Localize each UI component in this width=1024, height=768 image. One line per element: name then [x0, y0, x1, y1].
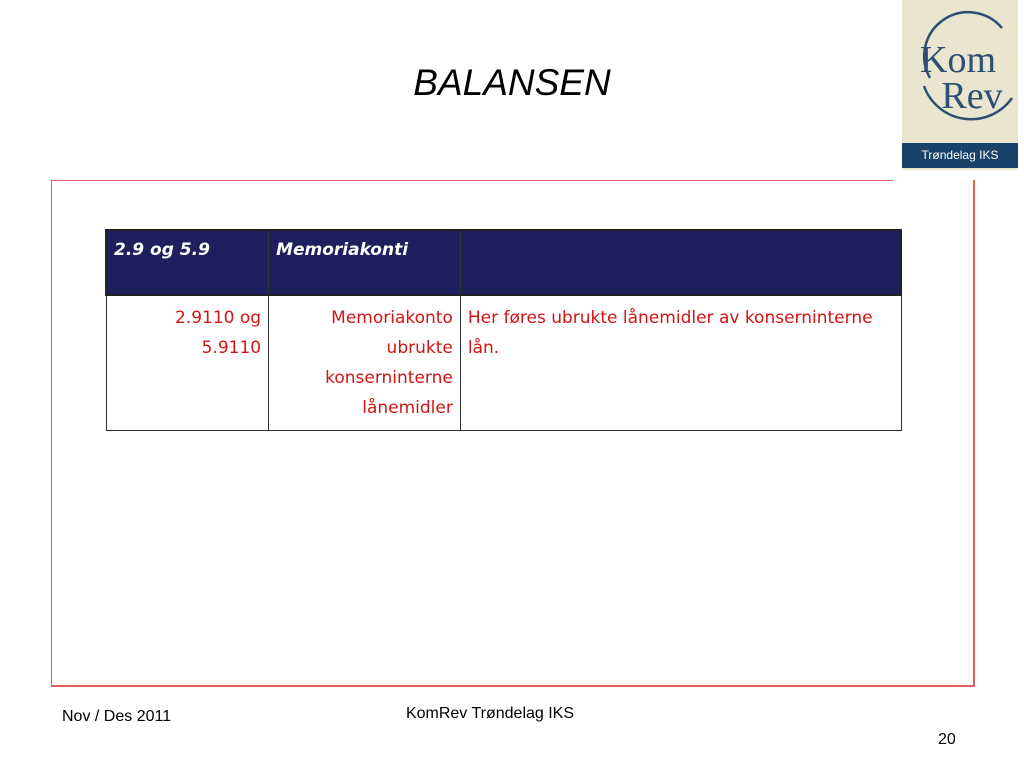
- cell-description: Her føres ubrukte lånemidler av konserninterne lån.: [460, 295, 901, 431]
- footer-date: Nov / Des 2011: [62, 708, 172, 725]
- logo-text-line2: Rev: [941, 75, 1003, 117]
- header-description: [460, 230, 901, 295]
- logo-text-line1: Kom: [920, 39, 996, 81]
- table-header-row: [106, 230, 901, 295]
- footer-organization: KomRev Trøndelag IKS: [405, 705, 575, 722]
- cell-name: Memoriakonto ubrukte konserninterne lånemidler: [269, 295, 461, 431]
- slide-title: BALANSEN: [413, 62, 611, 103]
- content-frame-top: [51, 180, 893, 181]
- table-row: [106, 295, 901, 431]
- memoriakonti-table: [105, 229, 902, 431]
- logo-band-text: Trøndelag IKS: [902, 143, 1018, 168]
- header-code: 2.9 og 5.9: [106, 230, 269, 295]
- header-name: Memoriakonti: [269, 230, 461, 295]
- page-number: 20: [938, 731, 956, 748]
- cell-code: 2.9110 og 5.9110: [106, 295, 269, 431]
- komrev-logo: [902, 0, 1018, 170]
